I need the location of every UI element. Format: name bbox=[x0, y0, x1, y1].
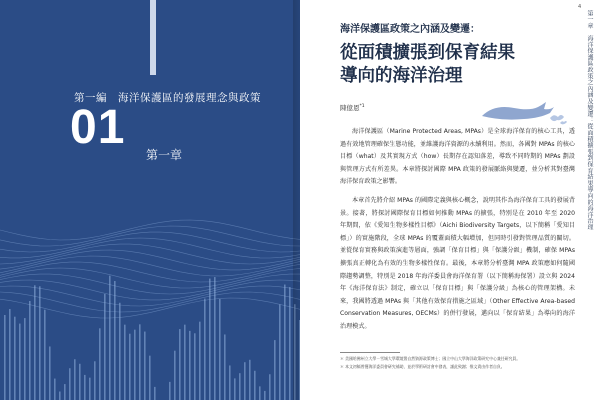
page-number: 4 bbox=[578, 4, 582, 10]
wave-bar bbox=[269, 374, 271, 400]
wave-bar bbox=[39, 286, 41, 400]
wave-bar bbox=[79, 364, 81, 400]
wave-bar bbox=[204, 299, 206, 400]
footnote: ＊ 美國哈佛州立大學－雪城大學環境暨自然資源政策博士；國立中山大學海洋政策研究中心兼任研究員。 bbox=[340, 356, 521, 361]
wave-bar bbox=[179, 329, 181, 400]
wave-bar bbox=[149, 356, 151, 400]
wave-line bbox=[0, 256, 300, 276]
wave-bar bbox=[99, 328, 101, 400]
wave-bar bbox=[129, 334, 131, 400]
wave-bar bbox=[209, 279, 211, 400]
wave-bar bbox=[114, 281, 116, 400]
body-paragraph: 本章首先將介紹 MPAs 的國際定義與核心概念，說明其作為海洋保育工具的發展背景。接著，將探討國際保育目標如何推動 MPAs 的擴張，特別是在 2010 年至 2020 年期間，依《愛知生物多樣性目標》（Aichi Biodiversity Targets，以下簡稱「愛知目標」）的實施階段，全球 MPAs 的覆蓋面積大幅增加，但同時引發對管理品質的關切。並從保育實務與政策演進等層面，強調「保育目標」與「保護分級」機制，確保 MPAs 擴張真正轉化為有效的生物多樣性保育。最後，本章將分析臺灣 MPA 政策應如何隨國際趨勢調整，特別是 2018 年海洋委員會海洋保育署（以下簡稱海保署）設立與 2024 年《海洋保育法》制定，確立以「保育目標」與「保護分級」為核心的管理架構。未來，我國將透過 MPAs 與「其他有效保育措施之區域」（Other Effective Area-based Conservation Measures, OECMs）的併行發展，邁向以「保育結果」為導向的海洋治理模式。 bbox=[340, 196, 575, 330]
wave-bar bbox=[199, 322, 201, 400]
footnote: ＊ 本文初稿曾獲海洋委員會研究補助，並於學術研討會中發表，謹此致謝；惟文責由作者自負。 bbox=[340, 364, 505, 369]
wave-bar bbox=[254, 371, 256, 400]
wave-bar bbox=[84, 375, 86, 400]
wave-bar bbox=[249, 360, 251, 400]
wave-bar bbox=[94, 361, 96, 400]
wave-bar bbox=[184, 325, 186, 400]
wave-bar bbox=[154, 387, 156, 400]
author-name: 陳億恩 bbox=[340, 104, 360, 112]
chapter-kicker: 海洋保護區政策之內涵及變遷： bbox=[340, 24, 480, 35]
light-stripe bbox=[150, 0, 156, 75]
chapter-title-line: 從面積擴張到保育結果 bbox=[340, 43, 515, 63]
wave-bar bbox=[29, 301, 31, 400]
wave-bar bbox=[169, 382, 171, 400]
wave-bar bbox=[74, 359, 76, 400]
wave-bar bbox=[9, 309, 11, 400]
wave-bar bbox=[24, 318, 26, 400]
chapter-text-page bbox=[300, 0, 600, 400]
wave-bar bbox=[4, 315, 6, 400]
whale-illustration bbox=[480, 96, 570, 128]
wave-line bbox=[0, 220, 300, 240]
wave-line bbox=[0, 250, 300, 270]
wave-bar bbox=[54, 379, 56, 400]
wave-bar bbox=[189, 331, 191, 400]
wave-bar bbox=[59, 392, 61, 400]
wave-bar bbox=[14, 317, 16, 400]
part-title: 第一編 海洋保護區的發展理念與政策 bbox=[74, 92, 261, 104]
wave-bar bbox=[139, 324, 141, 400]
footnote-divider bbox=[340, 352, 400, 353]
wave-bar bbox=[284, 285, 286, 400]
wave-bar bbox=[134, 330, 136, 400]
wave-bar bbox=[289, 287, 291, 400]
chapter-body bbox=[340, 126, 575, 340]
author-byline bbox=[340, 103, 365, 112]
chapter-title-line: 導向的海洋治理 bbox=[340, 66, 463, 86]
wave-line bbox=[0, 232, 300, 252]
wave-bar bbox=[34, 285, 36, 400]
wave-bar bbox=[224, 334, 226, 400]
wave-bar bbox=[174, 351, 176, 400]
wave-bar bbox=[19, 324, 21, 400]
wave-bar bbox=[64, 384, 66, 400]
wave-line bbox=[0, 286, 300, 306]
body-paragraph: 海洋保護區（Marine Protected Areas, MPAs）是全球海洋保育的核心工具，透過有效地管理確保生態功能，並維護海洋資源的永續利用。然而，各國對 MPAs 的核心目標（what）及其實現方式（how）長期存在認知落差，導致不同時期的 MPAs 劃設與管理方式有所差異。本章將探討國際 MPA 政策的發展脈絡與變遷，並分析其對臺灣海洋保育政策之影響。 bbox=[340, 128, 575, 186]
author-note-mark: *1 bbox=[359, 103, 365, 109]
chapter-label: 第一章 bbox=[146, 148, 183, 162]
running-header: 第一章 海洋保護區政策之內涵及變遷：從面積擴張到保育結果導向的海洋治理 bbox=[586, 10, 593, 231]
wave-bar bbox=[229, 365, 231, 400]
footnotes bbox=[340, 356, 575, 372]
wave-bar bbox=[264, 391, 266, 400]
wave-bar bbox=[219, 299, 221, 400]
wave-line bbox=[0, 268, 300, 288]
wave-line bbox=[0, 244, 300, 264]
wave-line bbox=[0, 280, 300, 300]
wave-bar bbox=[239, 373, 241, 400]
wave-bar bbox=[144, 332, 146, 400]
wave-bar bbox=[44, 310, 46, 400]
wave-bar bbox=[259, 386, 261, 400]
wave-bar bbox=[69, 368, 71, 400]
wave-bar bbox=[89, 378, 91, 400]
wave-bar bbox=[234, 378, 236, 400]
wave-bar bbox=[104, 294, 106, 400]
wave-bar bbox=[274, 340, 276, 400]
wave-bar bbox=[279, 304, 281, 400]
wave-bar bbox=[124, 325, 126, 400]
wave-bar bbox=[244, 362, 246, 400]
wave-bar bbox=[194, 333, 196, 400]
wave-line bbox=[0, 226, 300, 246]
chapter-number: 01 bbox=[70, 101, 126, 154]
chapter-title bbox=[340, 42, 560, 88]
wave-bar bbox=[49, 346, 51, 400]
wave-line bbox=[0, 292, 300, 312]
